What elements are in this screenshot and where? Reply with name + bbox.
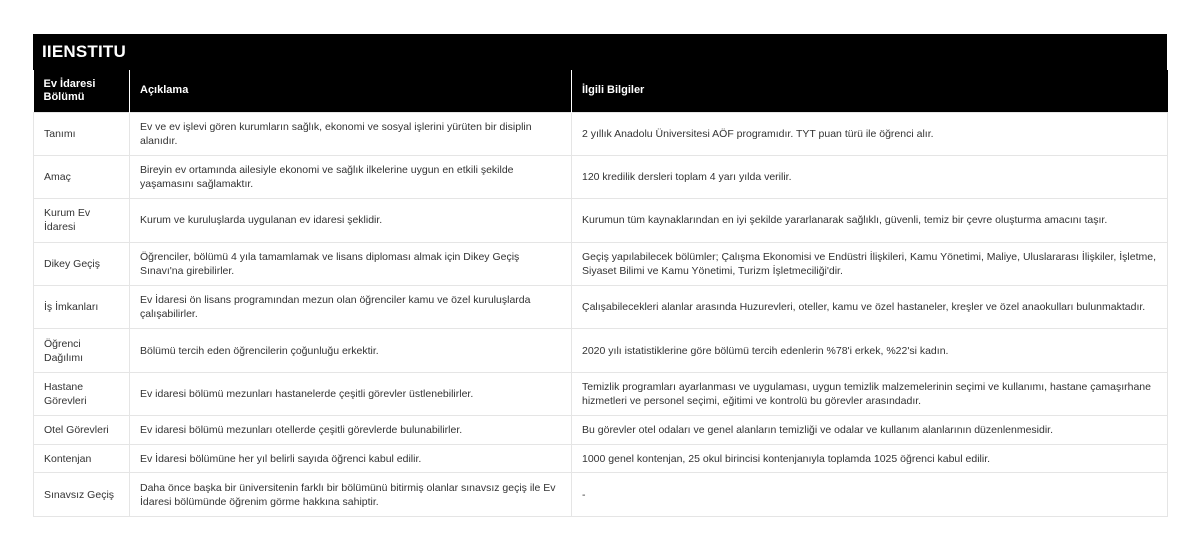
cell-info: 2 yıllık Anadolu Üniversitesi AÖF programıdır. TYT puan türü ile öğrenci alır. xyxy=(572,112,1168,155)
cell-description: Ev idaresi bölümü mezunları otellerde çeşitli görevlerde bulunabilirler. xyxy=(130,416,572,445)
cell-info: 2020 yılı istatistiklerine göre bölümü tercih edenlerin %78'i erkek, %22'si kadın. xyxy=(572,329,1168,372)
cell-description: Daha önce başka bir üniversitenin farklı bir bölümünü bitirmiş olanlar sınavsız geçiş ile Ev İdaresi bölümünde öğrenim görme hakkına sahiptir. xyxy=(130,473,572,516)
cell-info: Bu görevler otel odaları ve genel alanların temizliği ve odalar ve kullanım alanlarının düzenlenmesidir. xyxy=(572,416,1168,445)
cell-info: Temizlik programları ayarlanması ve uygulaması, uygun temizlik malzemelerinin seçimi ve kullanımı, hastane çamaşırhane hizmetleri ve personel seçimi, eğitimi ve kontrolü bu görevler arasındadır. xyxy=(572,372,1168,415)
header-description: Açıklama xyxy=(130,70,572,112)
table-row xyxy=(34,444,1168,473)
table-row xyxy=(34,329,1168,372)
header-department: Ev İdaresi Bölümü xyxy=(34,70,130,112)
cell-topic: Dikey Geçiş xyxy=(34,242,130,285)
cell-info: 120 kredilik dersleri toplam 4 yarı yılda verilir. xyxy=(572,155,1168,198)
cell-description: Ev İdaresi bölümüne her yıl belirli sayıda öğrenci kabul edilir. xyxy=(130,444,572,473)
cell-description: Kurum ve kuruluşlarda uygulanan ev idaresi şeklidir. xyxy=(130,199,572,242)
brand-title: IIENSTITU xyxy=(33,34,1167,70)
table-row xyxy=(34,286,1168,329)
table-row xyxy=(34,199,1168,242)
table-row xyxy=(34,112,1168,155)
table-row xyxy=(34,372,1168,415)
cell-description: Bölümü tercih eden öğrencilerin çoğunluğu erkektir. xyxy=(130,329,572,372)
cell-topic: Amaç xyxy=(34,155,130,198)
cell-topic: İş İmkanları xyxy=(34,286,130,329)
cell-description: Ev ve ev işlevi gören kurumların sağlık, ekonomi ve sosyal işlerini yürüten bir disiplin alanıdır. xyxy=(130,112,572,155)
content-table-card xyxy=(33,34,1167,517)
cell-description: Öğrenciler, bölümü 4 yıla tamamlamak ve lisans diploması almak için Dikey Geçiş Sınavı'na girebilirler. xyxy=(130,242,572,285)
cell-info: Çalışabilecekleri alanlar arasında Huzurevleri, oteller, kamu ve özel hastaneler, kreşler ve özel anaokulları bulunmaktadır. xyxy=(572,286,1168,329)
cell-info: Kurumun tüm kaynaklarından en iyi şekilde yararlanarak sağlıklı, güvenli, temiz bir çevre oluşturma amacını taşır. xyxy=(572,199,1168,242)
table-header-row xyxy=(34,70,1168,112)
table-row xyxy=(34,416,1168,445)
cell-topic: Hastane Görevleri xyxy=(34,372,130,415)
table-row xyxy=(34,155,1168,198)
table-row xyxy=(34,242,1168,285)
table-row xyxy=(34,473,1168,516)
cell-topic: Tanımı xyxy=(34,112,130,155)
cell-info: - xyxy=(572,473,1168,516)
cell-topic: Öğrenci Dağılımı xyxy=(34,329,130,372)
cell-topic: Sınavsız Geçiş xyxy=(34,473,130,516)
cell-info: 1000 genel kontenjan, 25 okul birincisi kontenjanıyla toplamda 1025 öğrenci kabul edilir. xyxy=(572,444,1168,473)
info-table xyxy=(33,70,1168,517)
header-related-info: İlgili Bilgiler xyxy=(572,70,1168,112)
cell-topic: Kontenjan xyxy=(34,444,130,473)
cell-topic: Otel Görevleri xyxy=(34,416,130,445)
cell-info: Geçiş yapılabilecek bölümler; Çalışma Ekonomisi ve Endüstri İlişkileri, Kamu Yönetimi, Maliye, Uluslararası İlişkiler, İşletme, Siyaset Bilimi ve Kamu Yönetimi, Turizm İşletmeciliği'dir. xyxy=(572,242,1168,285)
cell-description: Ev İdaresi ön lisans programından mezun olan öğrenciler kamu ve özel kuruluşlarda çalışabilirler. xyxy=(130,286,572,329)
cell-description: Ev idaresi bölümü mezunları hastanelerde çeşitli görevler üstlenebilirler. xyxy=(130,372,572,415)
cell-description: Bireyin ev ortamında ailesiyle ekonomi ve sağlık ilkelerine uygun en etkili şekilde yaşamasını sağlamaktır. xyxy=(130,155,572,198)
cell-topic: Kurum Ev İdaresi xyxy=(34,199,130,242)
